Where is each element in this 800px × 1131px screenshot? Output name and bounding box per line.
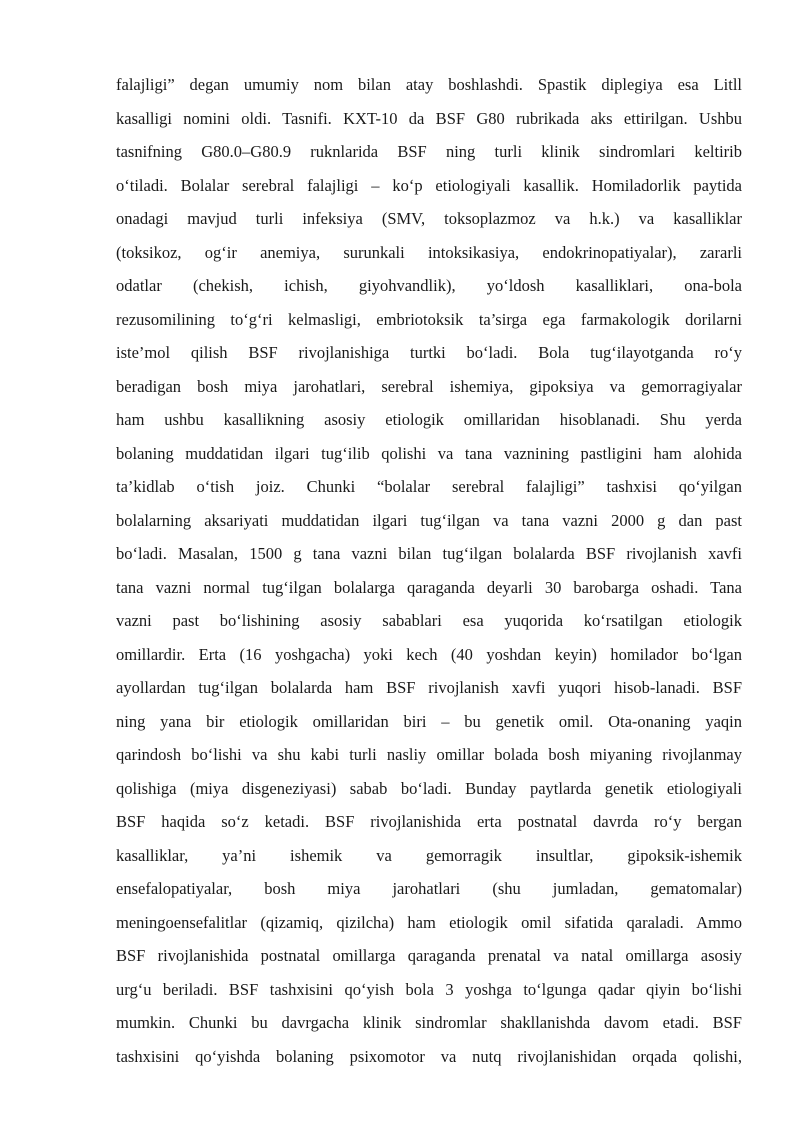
text-line: kasalligi nomini oldi. Tasnifi. KXT-10 da BSF G80 rubrikada aks ettirilgan. Ushbu bbox=[116, 108, 742, 128]
text-line: ta’kidlab o‘tish joiz. Chunki “bolalar serebral falajligi” tashxisi qo‘yilgan bbox=[116, 477, 742, 496]
text-line: falajligi” degan umumiy nom bilan atay boshlashdi. Spastik diplegiya esa Litll bbox=[116, 75, 742, 94]
text-line: iste’mol qilish BSF rivojlanishiga turtki bo‘ladi. Bola tug‘ilayotganda ro‘y bbox=[116, 343, 742, 362]
text-line: odatlar (chekish, ichish, giyohvandlik), yo‘ldosh kasalliklari, ona-bola bbox=[116, 276, 742, 295]
text-line: kasalliklar, ya’ni ishemik va gemorragik insultlar, gipoksik-ishemik bbox=[116, 845, 742, 865]
text-line: ensefalopatiyalar, bosh miya jarohatlari (shu jumladan, gematomalar) bbox=[116, 879, 742, 898]
text-line: tashxisini qo‘yishda bolaning psixomotor va nutq rivojlanishidan orqada qolishi, bbox=[116, 1046, 742, 1066]
text-line: (toksikoz, og‘ir anemiya, surunkali intoksikasiya, endokrinopatiyalar), zararli bbox=[116, 242, 742, 262]
text-line: bo‘ladi. Masalan, 1500 g tana vazni bilan tug‘ilgan bolalarda BSF rivojlanish xavfi bbox=[116, 544, 742, 563]
text-line: urg‘u beriladi. BSF tashxisini qo‘yish bola 3 yoshga to‘lgunga qadar qiyin bo‘lishi bbox=[116, 979, 742, 999]
text-line: beradigan bosh miya jarohatlari, serebral ishemiya, gipoksiya va gemorragiyalar bbox=[116, 376, 742, 396]
text-line: meningoensefalitlar (qizamiq, qizilcha) ham etiologik omil sifatida qaraladi. Ammo bbox=[116, 912, 742, 932]
text-line: qarindosh bo‘lishi va shu kabi turli nasliy omillar bolada bosh miyaning rivojlanmay bbox=[116, 745, 742, 764]
text-line: o‘tiladi. Bolalar serebral falajligi – ko‘p etiologiyali kasallik. Homiladorlik paytida bbox=[116, 175, 742, 195]
text-line: qolishiga (miya disgeneziyasi) sabab bo‘ladi. Bunday paytlarda genetik etiologiyali bbox=[116, 778, 742, 798]
text-line: BSF rivojlanishida postnatal omillarga qaraganda prenatal va natal omillarga asosiy bbox=[116, 946, 742, 965]
text-line: tana vazni normal tug‘ilgan bolalarga qaraganda deyarli 30 barobarga oshadi. Tana bbox=[116, 577, 742, 597]
document-page bbox=[116, 68, 742, 1073]
text-line: ayollardan tug‘ilgan bolalarda ham BSF rivojlanish xavfi yuqori hisob-lanadi. BSF bbox=[116, 678, 742, 697]
text-line: rezusomilining to‘g‘ri kelmasligi, embriotoksik ta’sirga ega farmakologik dorilarni bbox=[116, 309, 742, 329]
text-line: vazni past bo‘lishining asosiy sabablari esa yuqorida ko‘rsatilgan etiologik bbox=[116, 611, 742, 630]
text-line: tasnifning G80.0–G80.9 ruknlarida BSF ning turli klinik sindromlari keltirib bbox=[116, 142, 742, 161]
text-line: omillardir. Erta (16 yoshgacha) yoki kech (40 yoshdan keyin) homilador bo‘lgan bbox=[116, 644, 742, 664]
text-line: bolaning muddatidan ilgari tug‘ilib qolishi va tana vaznining pastligini ham alohida bbox=[116, 443, 742, 463]
text-line: ning yana bir etiologik omillaridan biri – bu genetik omil. Ota-onaning yaqin bbox=[116, 711, 742, 731]
text-line: bolalarning aksariyati muddatidan ilgari tug‘ilgan va tana vazni 2000 g dan past bbox=[116, 510, 742, 530]
text-line: onadagi mavjud turli infeksiya (SMV, toksoplazmoz va h.k.) va kasalliklar bbox=[116, 209, 742, 228]
text-line: BSF haqida so‘z ketadi. BSF rivojlanishida erta postnatal davrda ro‘y bergan bbox=[116, 812, 742, 831]
text-line: mumkin. Chunki bu davrgacha klinik sindromlar shakllanishda davom etadi. BSF bbox=[116, 1013, 742, 1032]
text-line: ham ushbu kasallikning asosiy etiologik omillaridan hisoblanadi. Shu yerda bbox=[116, 410, 742, 429]
